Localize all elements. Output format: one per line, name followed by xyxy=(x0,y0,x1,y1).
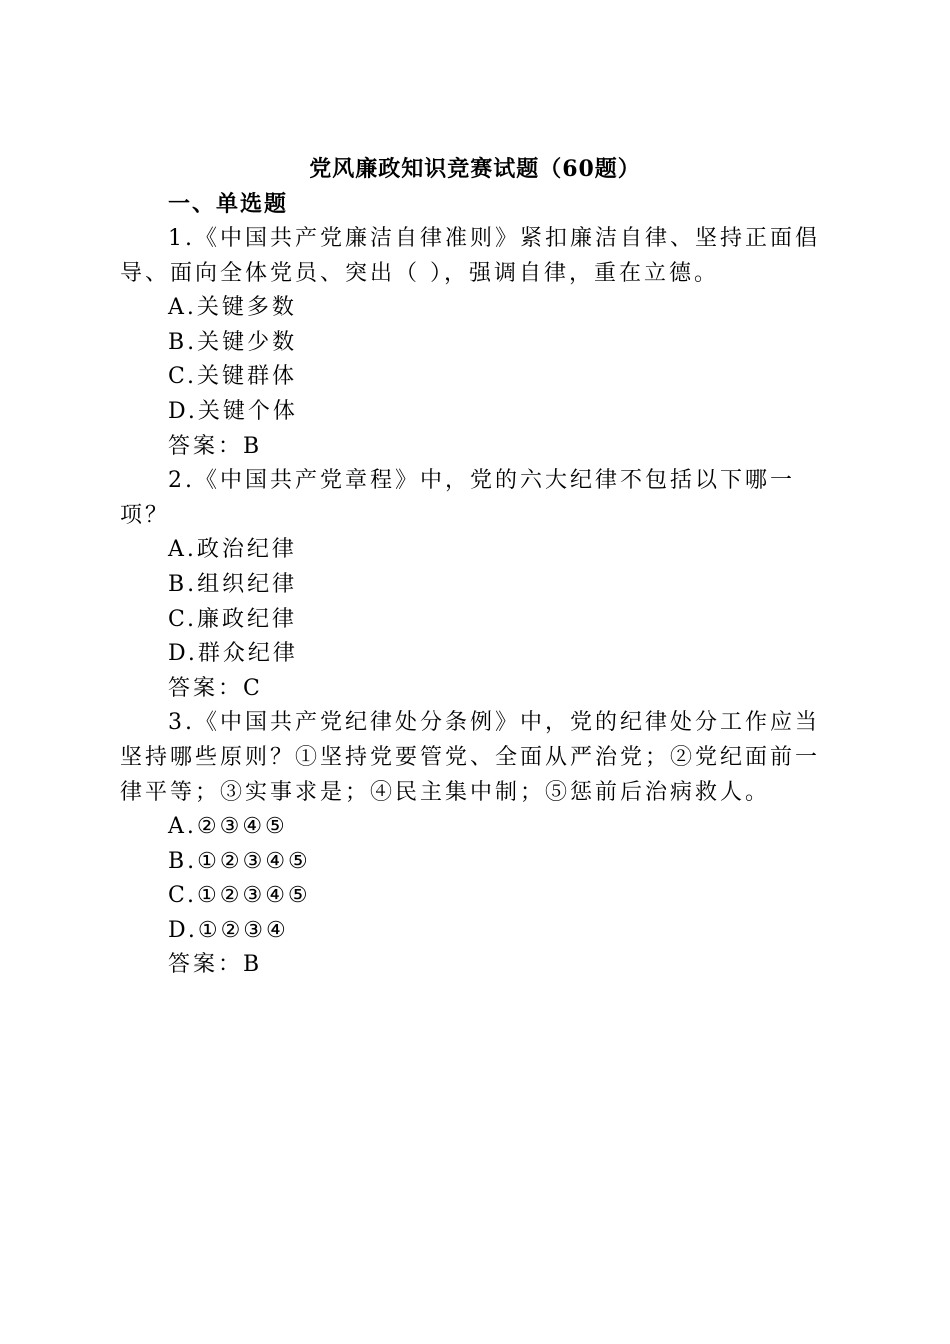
question-text: 3.《中国共产党纪律处分条例》中，党的纪律处分工作应当坚持哪些原则？①坚持党要管党、全面从严治党；②党纪面前一律平等；③实事求是；④民主集中制；⑤惩前后治病救人。 xyxy=(120,710,821,805)
option-a: A.政治纪律 xyxy=(168,537,297,563)
option-a: A.关键多数 xyxy=(168,295,297,321)
question-1 xyxy=(120,222,830,464)
option-b: B.关键少数 xyxy=(168,329,298,355)
option-d: D.①②③④ xyxy=(168,917,289,943)
option-c: C.关键群体 xyxy=(168,364,298,390)
document-title: 党风廉政知识竞赛试题（60题） xyxy=(309,156,641,182)
question-text: 2.《中国共产党章程》中，党的六大纪律不包括以下哪一项？ xyxy=(120,468,795,528)
question-3 xyxy=(120,706,830,983)
question-list xyxy=(120,222,830,983)
option-a: A.②③④⑤ xyxy=(168,814,288,840)
question-text: 1.《中国共产党廉洁自律准则》紧扣廉洁自律、坚持正面倡导、面向全体党员、突出（ ），强调自律，重在立德。 xyxy=(120,226,820,286)
question-2 xyxy=(120,464,830,706)
option-d: D.关键个体 xyxy=(168,398,298,424)
answer: 答案：C xyxy=(168,675,263,701)
option-c: C.廉政纪律 xyxy=(168,606,298,632)
answer: 答案：B xyxy=(168,433,263,459)
answer: 答案：B xyxy=(168,952,263,978)
option-b: B.①②③④⑤ xyxy=(168,848,311,874)
option-d: D.群众纪律 xyxy=(168,641,298,667)
option-c: C.①②③④⑤ xyxy=(168,883,311,909)
option-b: B.组织纪律 xyxy=(168,571,298,597)
section-heading: 一、单选题 xyxy=(168,191,289,217)
